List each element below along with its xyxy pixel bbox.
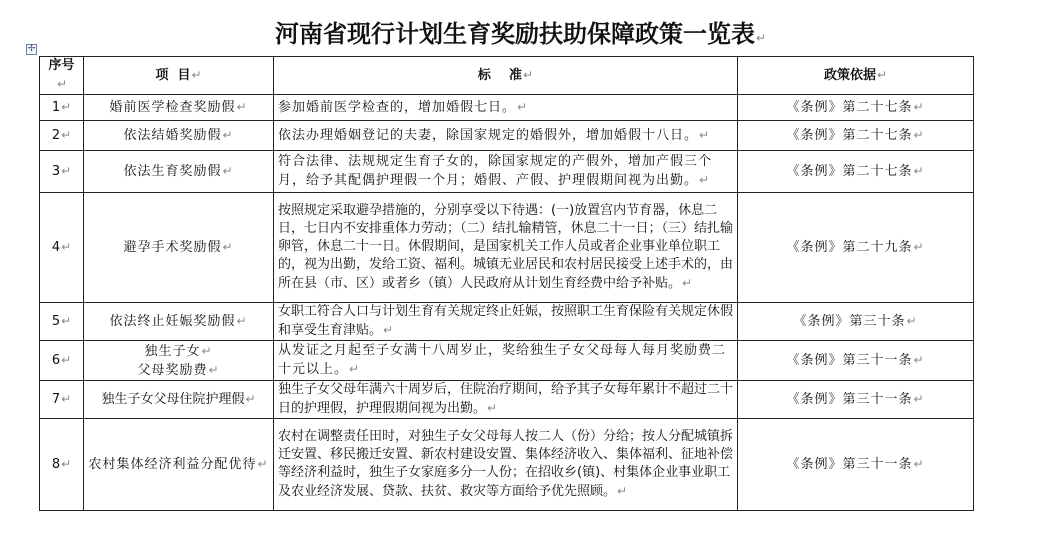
paragraph-mark-icon: ↵: [349, 362, 361, 376]
policy-table: [39, 56, 974, 511]
paragraph-mark-icon: ↵: [208, 362, 220, 377]
row-item: [84, 193, 274, 303]
paragraph-mark-icon: ↵: [61, 128, 72, 142]
row-no-text: 3: [51, 164, 61, 179]
row-item-text: 婚前医学检查奖励假: [109, 100, 236, 115]
header-item: [84, 57, 274, 95]
row-item: [84, 341, 274, 381]
paragraph-mark-icon: ↵: [913, 240, 925, 254]
row-no-text: 2: [51, 128, 61, 143]
row-standard-text: 按照规定采取避孕措施的，分别享受以下待遇：(一)放置宫内节育器，休息二日，七日内不安排重体力劳动；（二）结扎输精管，休息二十一日；（三）结扎输卵管，休息二十一日。休假期间，是国家机关工作人员或者企业事业单位职工的，视为出勤，发给工资、福利。城镇无业居民和农村居民接受上述手术的，由所在县（市、区）或者乡（镇）人民政府从计划生育经费中给予补贴。: [278, 203, 734, 291]
row-basis-text: 《条例》第二十七条: [786, 100, 913, 115]
row-basis-text: 《条例》第三十条: [793, 314, 906, 329]
header-standard: [274, 57, 738, 95]
paragraph-mark-icon: ↵: [257, 457, 269, 471]
paragraph-mark-icon: ↵: [913, 353, 925, 367]
header-standard-label: 标 准: [477, 68, 523, 83]
table-row: [40, 419, 974, 511]
paragraph-mark-icon: ↵: [517, 100, 529, 114]
paragraph-mark-icon: ↵: [913, 100, 925, 114]
table-row: [40, 303, 974, 341]
row-no: [40, 381, 84, 419]
paragraph-mark-icon: ↵: [201, 343, 213, 358]
row-item-text-line1: 独生子女: [144, 343, 201, 359]
header-basis-label: 政策依据: [823, 68, 876, 83]
paragraph-mark-icon: ↵: [61, 314, 72, 328]
table-header-row: [40, 57, 974, 95]
paragraph-mark-icon: ↵: [383, 323, 394, 337]
row-item-text: 农村集体经济利益分配优待: [88, 457, 257, 472]
row-basis-text: 《条例》第二十九条: [786, 240, 913, 255]
row-standard: [274, 381, 738, 419]
row-basis: [738, 303, 974, 341]
paragraph-mark-icon: ↵: [913, 457, 925, 471]
paragraph-mark-icon: ↵: [56, 77, 68, 91]
row-no: [40, 303, 84, 341]
row-item-text-line2: 父母奖励费: [137, 362, 208, 378]
table-row: [40, 193, 974, 303]
paragraph-mark-icon: ↵: [222, 128, 234, 142]
row-no-text: 7: [51, 392, 61, 407]
row-basis: [738, 95, 974, 121]
paragraph-mark-icon: ↵: [236, 314, 248, 328]
paragraph-mark-icon: ↵: [61, 240, 72, 254]
paragraph-mark-icon: ↵: [222, 164, 234, 178]
paragraph-mark-icon: ↵: [61, 100, 72, 114]
row-item: [84, 419, 274, 511]
row-standard: [274, 151, 738, 193]
row-basis-text: 《条例》第三十一条: [786, 353, 913, 368]
row-item: [84, 95, 274, 121]
paragraph-mark-icon: ↵: [61, 353, 72, 367]
paragraph-mark-icon: ↵: [699, 173, 711, 187]
row-standard-text: 从发证之月起至子女满十八周岁止，奖给独生子女父母每人每月奖励费二十元以上。: [278, 343, 727, 377]
row-basis: [738, 151, 974, 193]
paragraph-mark-icon: ↵: [699, 128, 711, 142]
table-row: [40, 95, 974, 121]
row-no-text: 1: [51, 100, 61, 115]
row-standard-text: 符合法律、法规规定生育子女的，除国家规定的产假外，增加产假三个月，给予其配偶护理假一个月；婚假、产假、护理假期间视为出勤。: [278, 154, 713, 188]
row-no-text: 8: [51, 457, 61, 472]
row-standard: [274, 193, 738, 303]
row-standard-text: 女职工符合人口与计划生育有关规定终止妊娠，按照职工生育保险有关规定休假和享受生育津贴。: [278, 304, 734, 338]
row-item: [84, 381, 274, 419]
header-no: [40, 57, 84, 95]
table-move-handle-icon[interactable]: ✢: [27, 44, 36, 54]
row-no: [40, 193, 84, 303]
document-title: [0, 14, 1041, 49]
paragraph-mark-icon: ↵: [876, 68, 888, 82]
table-row: [40, 151, 974, 193]
paragraph-mark-icon: ↵: [617, 484, 628, 498]
row-basis: [738, 381, 974, 419]
row-item: [84, 303, 274, 341]
row-item-text: 独生子女父母住院护理假: [101, 392, 245, 407]
row-basis: [738, 341, 974, 381]
row-no-text: 5: [51, 314, 61, 329]
header-no-label: 序号: [48, 58, 75, 73]
row-standard-text: 农村在调整责任田时，对独生子女父母每人按二人（份）分给；按人分配城镇拆迁安置、移民搬迁安置、新农村建设安置、集体经济收入、集体福利、征地补偿等经济利益时，独生子女家庭多分一人份；在招收乡(镇)、村集体企业事业职工及农业经济发展、贷款、扶贫、救灾等方面给予优先照顾。: [278, 429, 734, 499]
row-basis-text: 《条例》第三十一条: [786, 457, 913, 472]
row-basis: [738, 193, 974, 303]
row-standard: [274, 419, 738, 511]
row-standard-text: 参加婚前医学检查的，增加婚假七日。: [278, 100, 517, 115]
row-item-text: 依法终止妊娠奖励假: [109, 314, 236, 329]
paragraph-mark-icon: ↵: [61, 392, 72, 406]
table-row: [40, 121, 974, 151]
title-text: 河南省现行计划生育奖励扶助保障政策一览表: [274, 20, 755, 48]
row-no: [40, 341, 84, 381]
row-item: [84, 151, 274, 193]
paragraph-mark-icon: ↵: [682, 276, 693, 290]
row-basis: [738, 419, 974, 511]
paragraph-mark-icon: ↵: [913, 164, 925, 178]
row-item: [84, 121, 274, 151]
paragraph-mark-icon: ↵: [245, 392, 256, 406]
paragraph-mark-icon: ↵: [913, 128, 925, 142]
row-standard: [274, 341, 738, 381]
row-no: [40, 419, 84, 511]
paragraph-mark-icon: ↵: [236, 100, 248, 114]
row-basis-text: 《条例》第二十七条: [786, 164, 913, 179]
row-standard: [274, 95, 738, 121]
paragraph-mark-icon: ↵: [191, 68, 202, 82]
table-row: [40, 381, 974, 419]
paragraph-mark-icon: ↵: [523, 68, 534, 82]
table-row: [40, 341, 974, 381]
paragraph-mark-icon: ↵: [61, 457, 72, 471]
row-basis-text: 《条例》第二十七条: [786, 128, 913, 143]
row-no-text: 6: [51, 353, 61, 368]
row-standard-text: 依法办理婚姻登记的夫妻，除国家规定的婚假外，增加婚假十八日。: [278, 128, 699, 143]
paragraph-mark-icon: ↵: [222, 240, 234, 254]
paragraph-mark-icon: ↵: [906, 314, 918, 328]
row-standard: [274, 121, 738, 151]
paragraph-mark-icon: ↵: [487, 401, 498, 415]
row-no: [40, 151, 84, 193]
row-basis-text: 《条例》第三十一条: [786, 392, 913, 407]
row-item-text: 依法生育奖励假: [123, 164, 222, 179]
header-item-label: 项 目: [155, 68, 191, 83]
row-no: [40, 121, 84, 151]
paragraph-mark-icon: ↵: [61, 164, 72, 178]
row-basis: [738, 121, 974, 151]
row-standard-text: 独生子女父母年满六十周岁后，住院治疗期间，给予其子女每年累计不超过二十日的护理假，护理假期间视为出勤。: [278, 382, 734, 416]
paragraph-mark-icon: ↵: [755, 31, 767, 45]
header-basis: [738, 57, 974, 95]
row-standard: [274, 303, 738, 341]
row-no-text: 4: [51, 240, 61, 255]
row-item-text: 依法结婚奖励假: [123, 128, 222, 143]
row-item-text: 避孕手术奖励假: [123, 240, 222, 255]
row-no: [40, 95, 84, 121]
paragraph-mark-icon: ↵: [913, 392, 925, 406]
